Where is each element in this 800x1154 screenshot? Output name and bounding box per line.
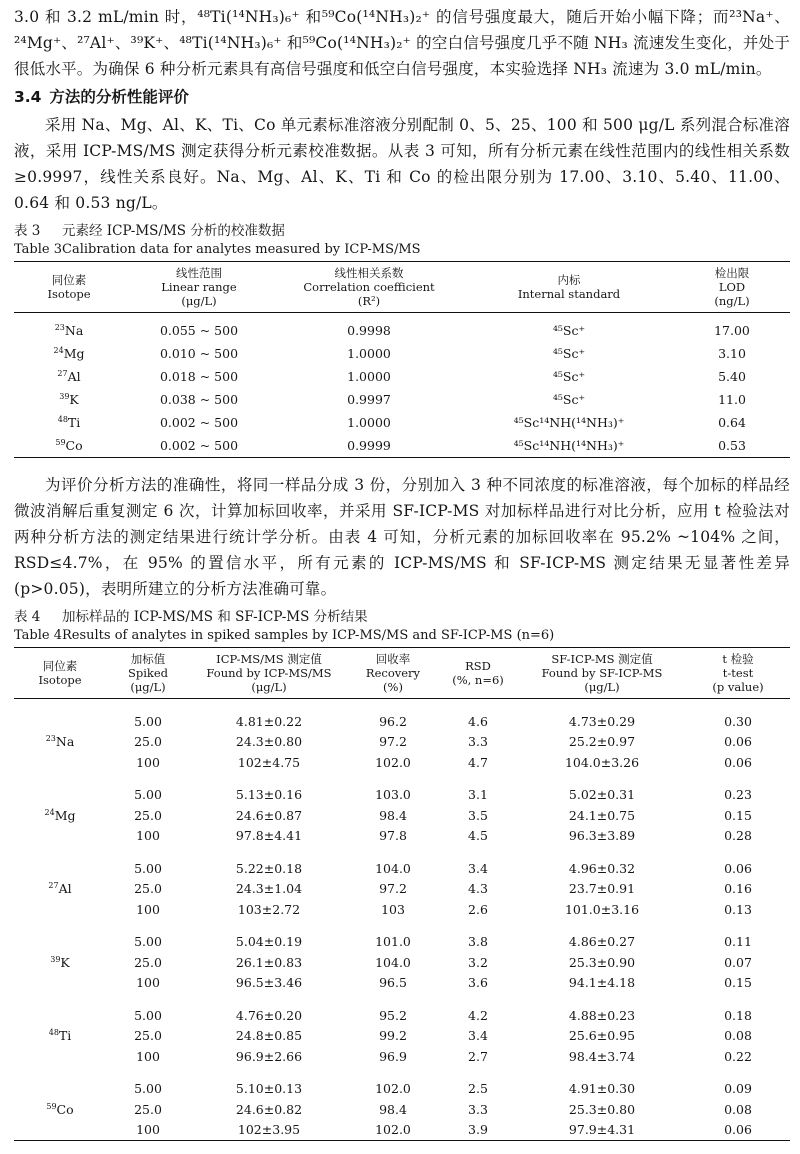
- isotope-element: Co: [65, 438, 83, 453]
- table4-cell-p-value: 0.09: [724, 1081, 752, 1097]
- table4-header-en: Found by SF-ICP-MS: [541, 666, 663, 680]
- table4-cell-recovery: 104.0: [375, 954, 411, 970]
- table3-isotope-cell: [14, 434, 124, 458]
- table4-header-unit: (p value): [712, 680, 764, 694]
- table3-cell-r2: 1.0000: [347, 369, 391, 384]
- table4-row: [14, 973, 790, 994]
- table4-header-en: Recovery: [365, 666, 421, 680]
- isotope-element: Na: [55, 734, 75, 750]
- table4-cell-found-icpmsms: 5.04±0.19: [235, 934, 303, 950]
- table4-cell-spiked: 25.0: [134, 1028, 162, 1044]
- table4-isotope-cell: [14, 785, 106, 847]
- table4-header-cn: RSD: [465, 659, 491, 673]
- table3-header-row: [14, 262, 790, 313]
- table4-header-en: Isotope: [38, 673, 82, 687]
- table3-cell-r2: 0.9999: [347, 438, 391, 453]
- table3-body: [14, 313, 790, 458]
- table4-cell-found-sficpms: 104.0±3.26: [564, 754, 640, 770]
- table4-cell-p-value: 0.15: [724, 807, 752, 823]
- table3-cell-lod: 11.0: [718, 392, 746, 407]
- table4-cell-found-icpmsms: 24.3±0.80: [235, 734, 303, 750]
- table3-header-cn: 线性范围: [176, 266, 222, 280]
- isotope-element: Al: [67, 369, 81, 384]
- table4-cell-found-sficpms: 5.02±0.31: [568, 787, 636, 803]
- table4-cell-spiked: 25.0: [134, 734, 162, 750]
- table4-row: [14, 858, 790, 879]
- table3-header-cell: [464, 262, 674, 313]
- table4-isotope-cell: [14, 858, 106, 920]
- table4-cell-rsd: 3.5: [468, 807, 488, 823]
- table4-cell-spiked: 25.0: [134, 1101, 162, 1117]
- table3-title-en: Calibration data for analytes measured by ICP-MS/MS: [62, 242, 421, 257]
- table4-cell-rsd: 4.5: [468, 828, 488, 844]
- table4-header-cn: 同位素: [42, 659, 78, 673]
- table4-cell-found-sficpms: 101.0±3.16: [564, 901, 640, 917]
- table4-cell-p-value: 0.08: [724, 1028, 752, 1044]
- isotope-mass: 27: [48, 881, 59, 891]
- table4-cell-found-icpmsms: 96.9±2.66: [235, 1048, 303, 1064]
- table4-group-spacer: [14, 773, 790, 785]
- table3-calibration: [14, 261, 790, 458]
- table4-cell-recovery: 102.0: [375, 1122, 411, 1138]
- table4-header-unit: (μg/L): [251, 680, 287, 694]
- table4-cell-spiked: 25.0: [134, 954, 162, 970]
- table4-cell-rsd: 3.3: [468, 1101, 488, 1117]
- table4-cell-rsd: 4.6: [468, 713, 488, 729]
- table4-header-cn: SF-ICP-MS 测定值: [551, 652, 653, 666]
- table4-cell-found-sficpms: 94.1±4.18: [568, 975, 636, 991]
- table3-cell-r2: 1.0000: [347, 415, 391, 430]
- table4-row: [14, 952, 790, 973]
- section-title: 方法的分析性能评价: [49, 88, 189, 106]
- table4-cell-found-sficpms: 25.6±0.95: [568, 1028, 636, 1044]
- table4-row: [14, 805, 790, 826]
- table4-cell-found-icpmsms: 5.13±0.16: [235, 787, 303, 803]
- table4-cell-p-value: 0.06: [724, 754, 752, 770]
- table4-header-cn: ICP-MS/MS 测定值: [216, 652, 322, 666]
- isotope-mass: 24: [44, 807, 55, 817]
- table3-header-cell: [274, 262, 464, 313]
- isotope-element: K: [60, 954, 70, 970]
- table4-number-en: Table 4: [14, 628, 62, 643]
- table3-cell-is: ⁴⁵Sc⁺: [552, 346, 586, 361]
- table4-group-spacer: [14, 920, 790, 932]
- table3-row: [14, 342, 790, 365]
- table4-caption-cn: [14, 608, 790, 627]
- table3-title-cn: 元素经 ICP-MS/MS 分析的校准数据: [62, 223, 285, 239]
- table3-header-en: Isotope: [47, 287, 91, 301]
- table4-cell-found-icpmsms: 24.3±1.04: [235, 881, 303, 897]
- table4-cell-p-value: 0.06: [724, 860, 752, 876]
- table4-cell-rsd: 3.8: [468, 934, 488, 950]
- table4-cell-recovery: 97.8: [379, 828, 407, 844]
- paragraph-accuracy: 为评价分析方法的准确性，将同一样品分成 3 份，分别加入 3 种不同浓度的标准溶液，每个加标的样品经微波消解后重复测定 6 次，计算加标回收率，并采用 SF-ICP-MS 对加标样品进行对比分析，应用 t 检验法对两种分析方法的测定结果进行统计学分析。由表 4 可知，分析元素的加标回收率在 95.2% ~104% 之间，RSD≤4.7%，在 95% 的置信水平，所有元素的 ICP-MS/MS 和 SF-ICP-MS 测定结果无显著性差异(p>0.05)，表明所建立的分析方法准确可靠。: [14, 476, 790, 598]
- table4-cell-spiked: 5.00: [134, 1081, 162, 1097]
- table3-cell-r2: 0.9997: [347, 392, 391, 407]
- table4-cell-recovery: 102.0: [375, 754, 411, 770]
- table4-cell-rsd: 2.7: [468, 1048, 488, 1064]
- table4-cell-spiked: 5.00: [134, 787, 162, 803]
- table4-cell-p-value: 0.16: [724, 881, 752, 897]
- table4-cell-found-icpmsms: 4.76±0.20: [235, 1007, 303, 1023]
- table4-isotope-cell: [14, 711, 106, 773]
- table3-cell-is: ⁴⁵Sc⁺: [552, 323, 586, 338]
- table4-cell-p-value: 0.22: [724, 1048, 752, 1064]
- table4-cell-spiked: 100: [136, 975, 160, 991]
- table4-header-row: [14, 648, 790, 699]
- table4-cell-found-icpmsms: 4.81±0.22: [235, 713, 303, 729]
- table3-cell-range: 0.002 ~ 500: [159, 415, 239, 430]
- table4-cell-spiked: 100: [136, 1122, 160, 1138]
- table4-header-unit: (μg/L): [584, 680, 620, 694]
- table4-header-en: t-test: [722, 666, 754, 680]
- table4-cell-found-sficpms: 97.9±4.31: [568, 1122, 636, 1138]
- table4-cell-spiked: 100: [136, 1048, 160, 1064]
- table4-cell-rsd: 3.3: [468, 734, 488, 750]
- table4-cell-p-value: 0.30: [724, 713, 752, 729]
- table4-isotope-cell: [14, 1079, 106, 1141]
- table3-isotope-cell: [14, 411, 124, 434]
- table3-number-cn: 表 3: [14, 223, 41, 239]
- table4-cell-p-value: 0.08: [724, 1101, 752, 1117]
- table3-cell-lod: 0.53: [718, 438, 746, 453]
- isotope-mass: 59: [55, 437, 66, 447]
- table4-cell-found-icpmsms: 96.5±3.46: [235, 975, 303, 991]
- isotope-mass: 59: [46, 1101, 57, 1111]
- table4-title-en: Results of analytes in spiked samples by ICP-MS/MS and SF-ICP-MS (n=6): [62, 628, 555, 643]
- table3-header-cell: [124, 262, 274, 313]
- table4-cell-p-value: 0.28: [724, 828, 752, 844]
- table3-header-cn: 线性相关系数: [334, 266, 404, 280]
- table3-header-cell: [14, 262, 124, 313]
- table3-cell-range: 0.055 ~ 500: [159, 323, 239, 338]
- table4-row: [14, 899, 790, 920]
- table4-cell-recovery: 102.0: [375, 1081, 411, 1097]
- table4-header-cn: t 检验: [722, 652, 754, 666]
- table3-isotope-cell: [14, 388, 124, 411]
- table3-cell-range: 0.010 ~ 500: [159, 346, 239, 361]
- isotope-element: K: [69, 392, 79, 407]
- table4-header-cell: [14, 648, 106, 699]
- table4-cell-found-icpmsms: 24.8±0.85: [235, 1028, 303, 1044]
- isotope-mass: 48: [48, 1028, 59, 1038]
- article-page: [14, 4, 790, 1141]
- isotope-element: Co: [56, 1101, 74, 1117]
- table3-cell-range: 0.002 ~ 500: [159, 438, 239, 453]
- table4-number-cn: 表 4: [14, 609, 41, 625]
- table4-cell-rsd: 2.5: [468, 1081, 488, 1097]
- isotope-mass: 48: [57, 414, 68, 424]
- table3-header-unit: (R²): [357, 294, 381, 308]
- table4-cell-recovery: 96.9: [379, 1048, 407, 1064]
- isotope-element: Al: [58, 881, 72, 897]
- table4-cell-rsd: 3.4: [468, 860, 488, 876]
- table4-cell-recovery: 97.2: [379, 881, 407, 897]
- table4-title-cn: 加标样品的 ICP-MS/MS 和 SF-ICP-MS 分析结果: [62, 609, 368, 625]
- table4-cell-found-icpmsms: 102±3.95: [237, 1122, 301, 1138]
- table4-cell-found-sficpms: 24.1±0.75: [568, 807, 636, 823]
- table3-header-en: Correlation coefficient: [303, 280, 435, 294]
- table3-cell-lod: 17.00: [714, 323, 750, 338]
- table4-cell-rsd: 3.6: [468, 975, 488, 991]
- table4-group-spacer: [14, 846, 790, 858]
- table4-cell-p-value: 0.13: [724, 901, 752, 917]
- table4-row: [14, 1046, 790, 1067]
- table4-row: [14, 785, 790, 806]
- table4-cell-spiked: 5.00: [134, 1007, 162, 1023]
- table4-row: [14, 1026, 790, 1047]
- table4-row: [14, 1079, 790, 1100]
- paragraph-performance: 采用 Na、Mg、Al、K、Ti、Co 单元素标准溶液分别配制 0、5、25、100 和 500 μg/L 系列混合标准溶液，采用 ICP-MS/MS 测定获得分析元素校准数据。从表 3 可知，所有分析元素在线性范围内的线性相关系数≥0.9997，线性关系良好。Na、Mg、Al、K、Ti 和 Co 的检出限分别为 17.00、3.10、5.40、11.00、0.64 和 0.53 ng/L。: [14, 116, 790, 212]
- table4-cell-spiked: 5.00: [134, 860, 162, 876]
- table3-number-en: Table 3: [14, 242, 62, 257]
- table4-header-cell: [348, 648, 438, 699]
- table3-caption-en: [14, 241, 790, 259]
- table4-row: [14, 1005, 790, 1026]
- table4-cell-rsd: 3.9: [468, 1122, 488, 1138]
- table4-group-spacer: [14, 1067, 790, 1079]
- table4-cell-recovery: 103.0: [375, 787, 411, 803]
- table3-cell-is: ⁴⁵Sc¹⁴NH(¹⁴NH₃)⁺: [513, 415, 625, 430]
- table3-cell-r2: 1.0000: [347, 346, 391, 361]
- table4-cell-spiked: 25.0: [134, 807, 162, 823]
- table3-row: [14, 313, 790, 343]
- table4-cell-found-sficpms: 4.91±0.30: [568, 1081, 636, 1097]
- table4-cell-rsd: 2.6: [468, 901, 488, 917]
- isotope-element: Ti: [67, 415, 81, 430]
- table4-header-en: (%, n=6): [452, 673, 504, 687]
- isotope-mass: 27: [57, 368, 68, 378]
- table4-cell-spiked: 100: [136, 828, 160, 844]
- table4-cell-recovery: 98.4: [379, 1101, 407, 1117]
- table4-cell-found-sficpms: 25.3±0.90: [568, 954, 636, 970]
- table4-group-spacer: [14, 699, 790, 712]
- table4-cell-spiked: 100: [136, 901, 160, 917]
- table4-cell-recovery: 99.2: [379, 1028, 407, 1044]
- table3-cell-is: ⁴⁵Sc⁺: [552, 369, 586, 384]
- table3-header-cn: 检出限: [714, 266, 750, 280]
- table3-cell-is: ⁴⁵Sc¹⁴NH(¹⁴NH₃)⁺: [513, 438, 625, 453]
- table4-cell-rsd: 4.7: [468, 754, 488, 770]
- table4-cell-recovery: 98.4: [379, 807, 407, 823]
- table3-header-cn: 同位素: [51, 273, 87, 287]
- table4-isotope-cell: [14, 1005, 106, 1067]
- table3-header-unit: (μg/L): [181, 294, 217, 308]
- table4-cell-rsd: 4.3: [468, 881, 488, 897]
- table4-cell-recovery: 103: [381, 901, 405, 917]
- table4-cell-found-sficpms: 96.3±3.89: [568, 828, 636, 844]
- isotope-element: Mg: [54, 807, 76, 823]
- table4-cell-found-sficpms: 25.2±0.97: [568, 734, 636, 750]
- table4-header-cell: [106, 648, 190, 699]
- section-heading: [14, 85, 790, 109]
- table4-cell-recovery: 101.0: [375, 934, 411, 950]
- table3-header-en: Linear range: [161, 280, 237, 294]
- table3-row: [14, 365, 790, 388]
- table4-cell-found-icpmsms: 24.6±0.82: [235, 1101, 303, 1117]
- table4-cell-p-value: 0.06: [724, 734, 752, 750]
- table4-row: [14, 711, 790, 732]
- table4-caption-en: [14, 627, 790, 645]
- table4-row: [14, 879, 790, 900]
- table4-cell-rsd: 3.2: [468, 954, 488, 970]
- table4-group-spacer: [14, 993, 790, 1005]
- table3-isotope-cell: [14, 313, 124, 343]
- table3-header-en: Internal standard: [517, 287, 621, 301]
- table4-header-cell: [190, 648, 348, 699]
- isotope-mass: 39: [50, 954, 61, 964]
- table4-cell-rsd: 3.1: [468, 787, 488, 803]
- table4-header-unit: (μg/L): [130, 680, 166, 694]
- isotope-element: Na: [64, 323, 84, 338]
- table4-cell-recovery: 104.0: [375, 860, 411, 876]
- table3-cell-r2: 0.9998: [347, 323, 391, 338]
- paragraph-nh3-flow: 3.0 和 3.2 mL/min 时，⁴⁸Ti(¹⁴NH₃)₆⁺ 和⁵⁹Co(¹⁴NH₃)₂⁺ 的信号强度最大，随后开始小幅下降；而²³Na⁺、²⁴Mg⁺、²⁷Al⁺、³⁹K⁺、⁴⁸Ti(¹⁴NH₃)₆⁺ 和⁵⁹Co(¹⁴NH₃)₂⁺ 的空白信号强度几乎不随 NH₃ 流速发生变化，并处于很低水平。为确保 6 种分析元素具有高信号强度和低空白信号强度，本实验选择 NH₃ 流速为 3.0 mL/min。: [14, 8, 791, 78]
- table4-cell-p-value: 0.06: [724, 1122, 752, 1138]
- table3-cell-lod: 3.10: [718, 346, 746, 361]
- table4-cell-found-sficpms: 25.3±0.80: [568, 1101, 636, 1117]
- table4-cell-found-icpmsms: 97.8±4.41: [235, 828, 303, 844]
- isotope-mass: 24: [53, 345, 64, 355]
- table4-cell-found-sficpms: 98.4±3.74: [568, 1048, 636, 1064]
- table4-cell-found-icpmsms: 5.10±0.13: [235, 1081, 303, 1097]
- table4-cell-recovery: 97.2: [379, 734, 407, 750]
- table4-cell-spiked: 100: [136, 754, 160, 770]
- table4-body: [14, 699, 790, 1141]
- table4-cell-found-sficpms: 23.7±0.91: [568, 881, 636, 897]
- table4-cell-p-value: 0.07: [724, 954, 752, 970]
- table4-row: [14, 932, 790, 953]
- table4-header-cell: [518, 648, 686, 699]
- table4-cell-found-icpmsms: 24.6±0.87: [235, 807, 303, 823]
- table3-cell-lod: 5.40: [718, 369, 746, 384]
- table4-cell-recovery: 96.5: [379, 975, 407, 991]
- table4-cell-recovery: 95.2: [379, 1007, 407, 1023]
- table4-row: [14, 1120, 790, 1141]
- table3-isotope-cell: [14, 365, 124, 388]
- table4-cell-found-sficpms: 4.73±0.29: [568, 713, 636, 729]
- table4-cell-p-value: 0.23: [724, 787, 752, 803]
- table4-row: [14, 1099, 790, 1120]
- table4-cell-rsd: 3.4: [468, 1028, 488, 1044]
- table4-header-unit: (%): [383, 680, 403, 694]
- table3-header-cell: [674, 262, 790, 313]
- table4-header-en: Found by ICP-MS/MS: [206, 666, 332, 680]
- table4-row: [14, 826, 790, 847]
- table4-header-cell: [686, 648, 790, 699]
- section-number: 3.4: [14, 88, 42, 106]
- table3-header-cn: 内标: [557, 273, 581, 287]
- table4-isotope-cell: [14, 932, 106, 994]
- table4-row: [14, 732, 790, 753]
- table3-caption-cn: [14, 222, 790, 241]
- table4-cell-found-icpmsms: 26.1±0.83: [235, 954, 303, 970]
- table4-cell-spiked: 5.00: [134, 713, 162, 729]
- table3-cell-is: ⁴⁵Sc⁺: [552, 392, 586, 407]
- table3-header-unit: (ng/L): [714, 294, 750, 308]
- table4-header-en: Spiked: [127, 666, 169, 680]
- table4-cell-recovery: 96.2: [379, 713, 407, 729]
- table4-cell-p-value: 0.15: [724, 975, 752, 991]
- table3-cell-range: 0.018 ~ 500: [159, 369, 239, 384]
- table4-spiked-results: [14, 647, 790, 1141]
- isotope-mass: 23: [45, 734, 56, 744]
- table4-header-cell: [438, 648, 518, 699]
- table3-row: [14, 388, 790, 411]
- table4-cell-found-sficpms: 4.86±0.27: [568, 934, 636, 950]
- table4-cell-spiked: 5.00: [134, 934, 162, 950]
- table4-header-cn: 回收率: [375, 652, 411, 666]
- table4-cell-found-sficpms: 4.88±0.23: [568, 1007, 636, 1023]
- table4-cell-found-icpmsms: 102±4.75: [237, 754, 301, 770]
- table4-cell-p-value: 0.11: [724, 934, 752, 950]
- table3-cell-range: 0.038 ~ 500: [159, 392, 239, 407]
- isotope-element: Mg: [63, 346, 85, 361]
- table4-cell-found-icpmsms: 5.22±0.18: [235, 860, 303, 876]
- table4-cell-p-value: 0.18: [724, 1007, 752, 1023]
- table4-row: [14, 752, 790, 773]
- table4-cell-spiked: 25.0: [134, 881, 162, 897]
- isotope-mass: 23: [54, 322, 65, 332]
- table3-row: [14, 434, 790, 458]
- table4-cell-found-sficpms: 4.96±0.32: [568, 860, 636, 876]
- table4-cell-found-icpmsms: 103±2.72: [237, 901, 301, 917]
- table4-cell-rsd: 4.2: [468, 1007, 488, 1023]
- table3-cell-lod: 0.64: [718, 415, 746, 430]
- table3-row: [14, 411, 790, 434]
- table3-header-en: LOD: [718, 280, 746, 294]
- table4-header-cn: 加标值: [130, 652, 166, 666]
- table3-isotope-cell: [14, 342, 124, 365]
- isotope-element: Ti: [58, 1028, 72, 1044]
- isotope-mass: 39: [59, 391, 70, 401]
